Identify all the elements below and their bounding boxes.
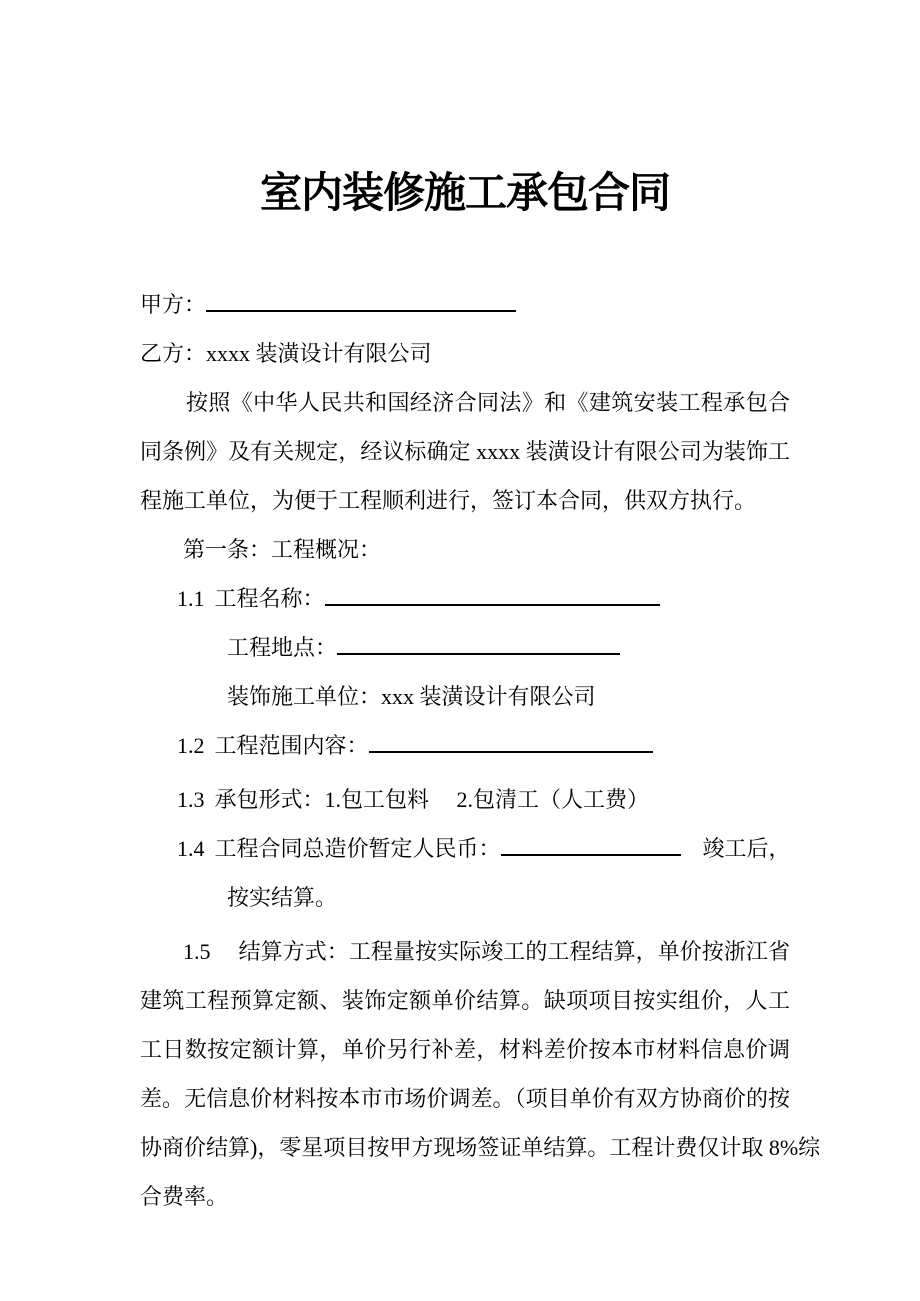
item-1-3-number: 1.3 bbox=[177, 787, 205, 812]
item-1-4-number: 1.4 bbox=[177, 836, 205, 861]
item-1-4-suffix: 竣工后， bbox=[702, 836, 791, 861]
item-1-1-number: 1.1 bbox=[177, 586, 205, 611]
decorator-unit-line bbox=[140, 672, 790, 721]
party-b-value: xxxx 装潢设计有限公司 bbox=[206, 341, 432, 366]
decorator-unit-label: 装饰施工单位： bbox=[227, 684, 382, 709]
party-a-line bbox=[140, 280, 790, 329]
party-a-label: 甲方： bbox=[140, 292, 207, 317]
work-scope-blank bbox=[369, 727, 653, 753]
decorator-unit-value: xxx 装潢设计有限公司 bbox=[381, 684, 596, 709]
item-1-2-label: 工程范围内容： bbox=[214, 733, 369, 758]
item-1-5-number: 1.5 bbox=[183, 939, 211, 964]
item-1-1-label: 工程名称： bbox=[214, 586, 325, 611]
item-1-5-line-6: 合费率。 bbox=[140, 1184, 229, 1209]
preamble-line-2: 同条例》及有关规定，经议标确定 xxxx 装潢设计有限公司为装饰工 bbox=[140, 439, 790, 464]
item-1-3-line bbox=[140, 775, 790, 824]
item-1-5-line-1 bbox=[140, 927, 790, 976]
item-1-2-line bbox=[140, 721, 790, 770]
project-site-blank bbox=[337, 629, 620, 655]
item-1-3-label: 承包形式： bbox=[214, 787, 325, 812]
item-1-5-line-2: 建筑工程预算定额、装饰定额单价结算。缺项项目按实组价，人工 bbox=[140, 988, 790, 1013]
party-b-line bbox=[140, 329, 790, 378]
item-1-5-line-4: 差。无信息价材料按本市市场价调差。（项目单价有双方协商价的按 bbox=[140, 1086, 790, 1111]
contract-price-blank bbox=[501, 830, 681, 856]
preamble-line-1: 按照《中华人民共和国经济合同法》和《建筑安装工程承包合 bbox=[186, 390, 790, 415]
item-1-5-text-1: 结算方式：工程量按实际竣工的工程结算，单价按浙江省 bbox=[238, 939, 790, 964]
project-site-line bbox=[140, 623, 790, 672]
item-1-3-value: 1.包工包料 2.包清工（人工费） bbox=[324, 787, 650, 812]
party-a-blank bbox=[206, 286, 516, 312]
item-1-1-line bbox=[140, 574, 790, 623]
item-1-5-line-3: 工日数按定额计算，单价另行补差，材料差价按本市材料信息价调 bbox=[140, 1037, 790, 1062]
item-1-5-line-5: 协商价结算)，零星项目按甲方现场签证单结算。工程计费仅计取 8%综 bbox=[140, 1135, 821, 1160]
party-b-label: 乙方： bbox=[140, 341, 207, 366]
item-1-4-line bbox=[140, 824, 790, 873]
project-name-blank bbox=[325, 580, 660, 606]
document-title: 室内装修施工承包合同 bbox=[259, 171, 670, 217]
preamble-line-3: 程施工单位，为便于工程顺利进行，签订本合同，供双方执行。 bbox=[140, 488, 757, 513]
item-1-4-label: 工程合同总造价暂定人民币： bbox=[214, 836, 501, 861]
item-1-2-number: 1.2 bbox=[177, 733, 205, 758]
project-site-label: 工程地点： bbox=[227, 635, 338, 660]
item-1-4-continuation: 按实结算。 bbox=[227, 885, 338, 910]
article-1-heading: 第一条：工程概况： bbox=[183, 537, 382, 562]
